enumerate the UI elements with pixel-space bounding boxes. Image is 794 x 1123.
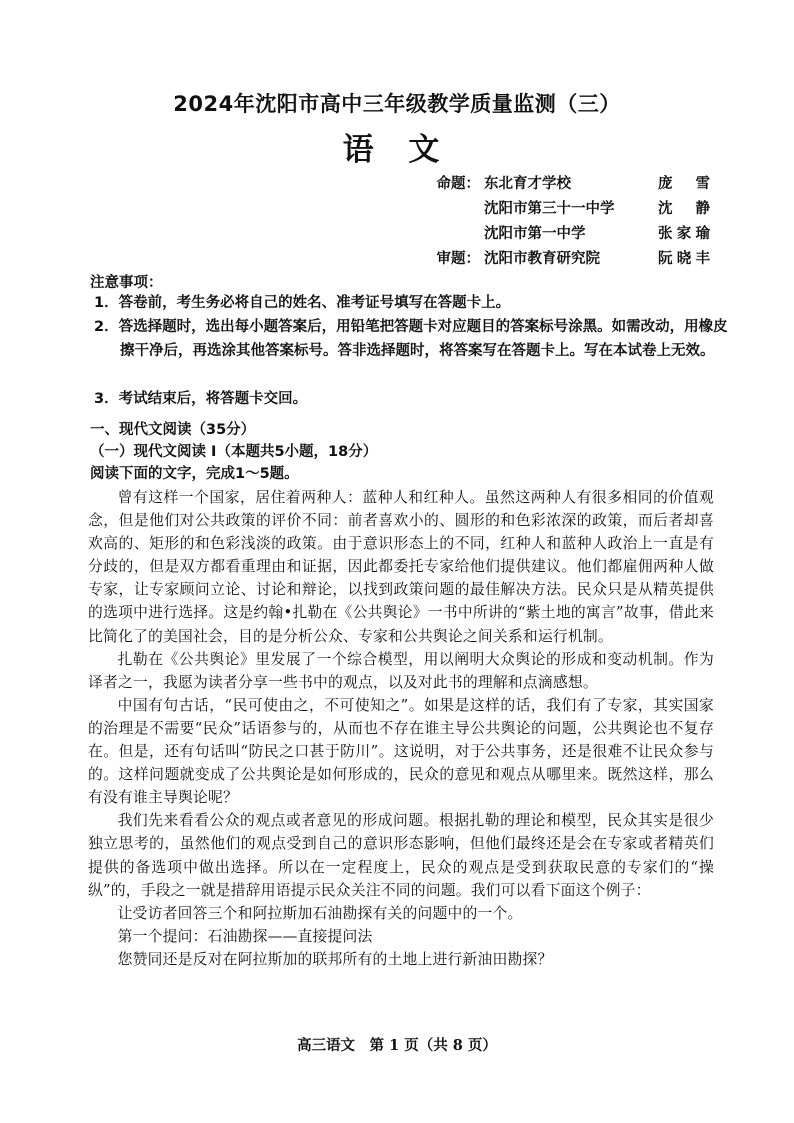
section-instruction: 阅读下面的文字，完成1～5题。 xyxy=(90,466,299,482)
credit-name: 张家瑜 xyxy=(658,226,710,242)
passage-paragraph: 中国有句古话，“民可使由之，不可使知之”。如果是这样的话，我们有了专家，其实国家的治理是不需要“民众”话语参与的，从而也不存在谁主导公共舆论的问题，公共舆论也不复存在。但是，还有句话叫“防民之口甚于防川”。这说明，对于公共事务，还是很难不让民众参与的。这样问题就变成了公共舆论是如何形成的，民众的意见和观点从哪里来。既然这样，那么有没有谁主导舆论呢？ xyxy=(88,696,714,807)
passage-paragraph: 曾有这样一个国家，居住着两种人：蓝种人和红种人。虽然这两种人有很多相同的价值观念，但是他们对公共政策的评价不同：前者喜欢小的、圆形的和色彩浓深的政策，而后者却喜欢高的、矩形的和色彩浅淡的政策。由于意识形态上的不同，红种人和蓝种人政治上一直是有分歧的，但是双方都看重理由和证据，因此都委托专家给他们提供建议。他们都雇佣两种人做专家，让专家顾问立论、讨论和辩论，以找到政策问题的最佳解决方法。民众只是从精英提供的选项中进行选择。这是约翰•扎勒在《公共舆论》一书中所讲的“紫土地的寓言”故事，借此来比简化了的美国社会，目的是分析公众、专家和公共舆论之间关系和运行机制。 xyxy=(88,489,714,645)
passage-paragraph: 让受访者回答三个和阿拉斯加石油勘探有关的问题中的一个。 xyxy=(117,904,523,922)
passage-paragraph: 第一个提问：石油勘探——直接提问法 xyxy=(117,927,373,945)
credit-role: 命题： xyxy=(436,176,480,192)
note-item: 2．答选择题时，选出每小题答案后，用铅笔把答题卡对应题目的答案标号涂黑。如需改动，用橡皮擦干净后，再选涂其他答案标号。答非选择题时，将答案写在答题卡上。写在本试卷上无效。 xyxy=(94,319,728,359)
credit-name: 庞雪 xyxy=(658,176,710,192)
note-item: 1．答卷前，考生务必将自己的姓名、准考证号填写在答题卡上。 xyxy=(94,295,511,311)
note-item: 3．考试结束后，将答题卡交回。 xyxy=(94,391,308,407)
credit-row xyxy=(430,172,730,194)
page-footer: 高三语文 第 1 页（共 8 页） xyxy=(297,1037,497,1054)
exam-title: 2024年沈阳市高中三年级教学质量监测（三） xyxy=(173,92,621,116)
passage-paragraph: 扎勒在《公共舆论》里发展了一个综合模型，用以阐明大众舆论的形成和变动机制。作为译者之一，我愿为读者分享一些书中的观点，以及对此书的理解和点滴感想。 xyxy=(88,650,714,691)
notes-heading: 注意事项： xyxy=(90,275,163,291)
credit-org: 东北育才学校 xyxy=(484,176,571,192)
credit-row xyxy=(430,197,730,219)
passage-paragraph: 您赞同还是反对在阿拉斯加的联邦所有的土地上进行新油田勘探？ xyxy=(117,950,553,968)
credit-org: 沈阳市第一中学 xyxy=(484,226,586,242)
section-heading: 一、现代文阅读（35分） xyxy=(90,422,256,438)
passage-paragraph: 我们先来看看公众的观点或者意见的形成问题。根据扎勒的理论和模型，民众其实是很少独立思考的，虽然他们的观点受到自己的意识形态影响，但他们最终还是会在专家或者精英们提供的备选项中做出选择。所以在一定程度上，民众的观点是受到获取民意的专家们的“操纵”的，手段之一就是措辞用语提示民众关注不同的问题。我们可以看下面这个例子： xyxy=(88,812,714,899)
credit-row xyxy=(430,222,730,244)
credit-row xyxy=(430,247,730,269)
section-subheading: （一）现代文阅读 I（本题共5小题，18分） xyxy=(90,444,378,460)
credit-role: 审题： xyxy=(436,251,480,267)
credit-org: 沈阳市教育研究院 xyxy=(484,251,600,267)
reading-passage xyxy=(88,486,714,971)
credit-org: 沈阳市第三十一中学 xyxy=(484,201,615,217)
subject-title: 语 文 xyxy=(342,132,452,168)
credit-name: 阮晓丰 xyxy=(658,251,710,267)
credit-name: 沈静 xyxy=(658,201,710,217)
